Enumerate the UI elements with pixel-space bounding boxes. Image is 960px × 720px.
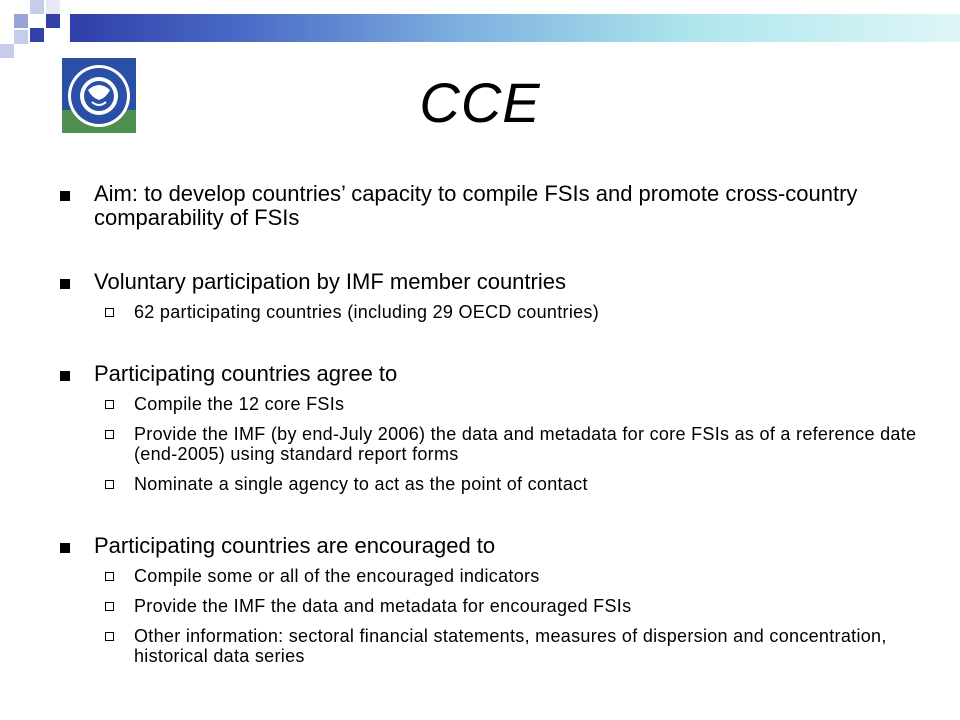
decor-square (30, 0, 44, 14)
checkbox-bullet-icon (105, 480, 114, 489)
sub-bullet-item (94, 394, 940, 414)
bullet-item: Participating countries agree to (60, 362, 940, 386)
bullet-item: Aim: to develop countries’ capacity to compile FSIs and promote cross-country comparability of FSIs (60, 182, 940, 230)
checkbox-bullet-icon (105, 572, 114, 581)
sub-bullet-item (94, 596, 940, 616)
decor-square (30, 28, 44, 42)
bullet-item: Voluntary participation by IMF member countries (60, 270, 940, 294)
checkbox-bullet-icon (105, 400, 114, 409)
sub-bullet-item (94, 566, 940, 586)
decor-square (14, 30, 28, 44)
sub-bullet-item (94, 302, 940, 322)
checkbox-bullet-icon (105, 430, 114, 439)
sub-bullet-text: Nominate a single agency to act as the point of contact (134, 474, 588, 494)
sub-bullet-item (94, 474, 940, 494)
sub-bullet-item (94, 424, 940, 464)
bullet-item: Participating countries are encouraged to (60, 534, 940, 558)
checkbox-bullet-icon (105, 602, 114, 611)
sub-bullet-text: Other information: sectoral financial statements, measures of dispersion and concentration, historical data series (134, 626, 887, 666)
top-gradient-bar (70, 14, 960, 42)
decor-square (46, 0, 60, 14)
decor-square (14, 14, 28, 28)
decor-square (46, 14, 60, 28)
bullet-list (60, 182, 940, 666)
sub-bullet-text: Provide the IMF (by end-July 2006) the data and metadata for core FSIs as of a reference date (end-2005) using standard report forms (134, 424, 917, 464)
slide-title: CCE (419, 71, 541, 134)
checkbox-bullet-icon (105, 308, 114, 317)
sub-bullet-text: 62 participating countries (including 29 OECD countries) (134, 302, 600, 322)
checkbox-bullet-icon (105, 632, 114, 641)
sub-bullet-item (94, 626, 940, 666)
sub-bullet-text: Provide the IMF the data and metadata for encouraged FSIs (134, 596, 632, 616)
decor-square (0, 44, 14, 58)
sub-bullet-text: Compile some or all of the encouraged indicators (134, 566, 540, 586)
sub-bullet-text: Compile the 12 core FSIs (134, 394, 345, 414)
